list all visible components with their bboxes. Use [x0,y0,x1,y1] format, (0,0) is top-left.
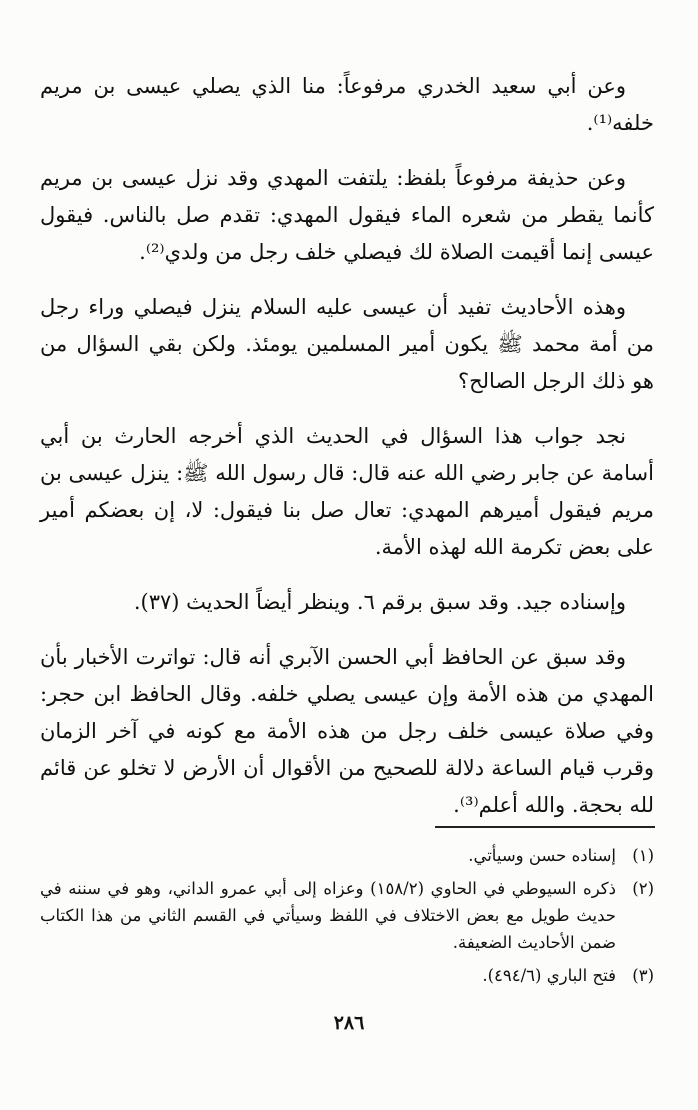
footnote-text: فتح الباري (٤٩٤/٦). [482,966,616,985]
footnote-text: إسناده حسن وسيأتي. [468,846,616,865]
footnote-1 [40,842,654,869]
paragraph-2: وعن حذيفة مرفوعاً بلفظ: يلتفت المهدي وقد نزل عيسى بن مريم كأنما يقطر من شعره الماء فيقول المهدي: تقدم صل بالناس. فيقول عيسى إنما أقيمت الصلاة لك فيصلي خلف رجل من ولدي⁽²⁾. [40,166,654,264]
footnote-3 [40,962,654,989]
footnotes [40,842,654,995]
footnote-number: (١) [632,846,654,865]
paragraph-3: وهذه الأحاديث تفيد أن عيسى عليه السلام ينزل فيصلي وراء رجل من أمة محمد ﷺ يكون أمير المسلمين يومئذ. ولكن بقي السؤال من هو ذلك الرجل الصالح؟ [40,295,654,393]
page-number: ٢٨٦ [333,1012,365,1034]
footnote-number: (٢) [632,879,654,898]
footnote-2 [40,875,654,956]
paragraph-5: وإسناده جيد. وقد سبق برقم ٦. وينظر أيضاً الحديث (٣٧). [133,590,626,614]
footnote-text: ذكره السيوطي في الحاوي (١٥٨/٢) وعزاه إلى أبي عمرو الداني، وهو في سننه في حديث طويل مع بعض الاختلاف في اللفظ وسيأتي في القسم الثاني من هذا الكتاب ضمن الأحاديث الضعيفة. [40,879,617,952]
footnote-separator [435,826,655,828]
footnote-number: (٣) [632,966,654,985]
paragraph-6: وقد سبق عن الحافظ أبي الحسن الآبري أنه قال: تواترت الأخبار بأن المهدي من هذه الأمة وإن عيسى يصلي خلفه. وقال الحافظ ابن حجر: وفي صلاة عيسى خلف رجل من هذه الأمة مع كونه في آخر الزمان وقرب قيام الساعة دلالة للصحيح من الأقوال أن الأرض لا تخلو عن قائم لله بحجة. والله أعلم⁽³⁾. [40,645,654,817]
paragraph-1: وعن أبي سعيد الخدري مرفوعاً: منا الذي يصلي عيسى بن مريم خلفه⁽¹⁾. [40,74,654,135]
paragraph-4: نجد جواب هذا السؤال في الحديث الذي أخرجه الحارث بن أبي أسامة عن جابر رضي الله عنه قال: قال رسول الله ﷺ: ينزل عيسى بن مريم فيقول أميرهم المهدي: تعال صل بنا فيقول: لا، إن بعضكم أمير على بعض تكرمة الله لهذه الأمة. [40,424,654,559]
main-text [40,68,654,842]
